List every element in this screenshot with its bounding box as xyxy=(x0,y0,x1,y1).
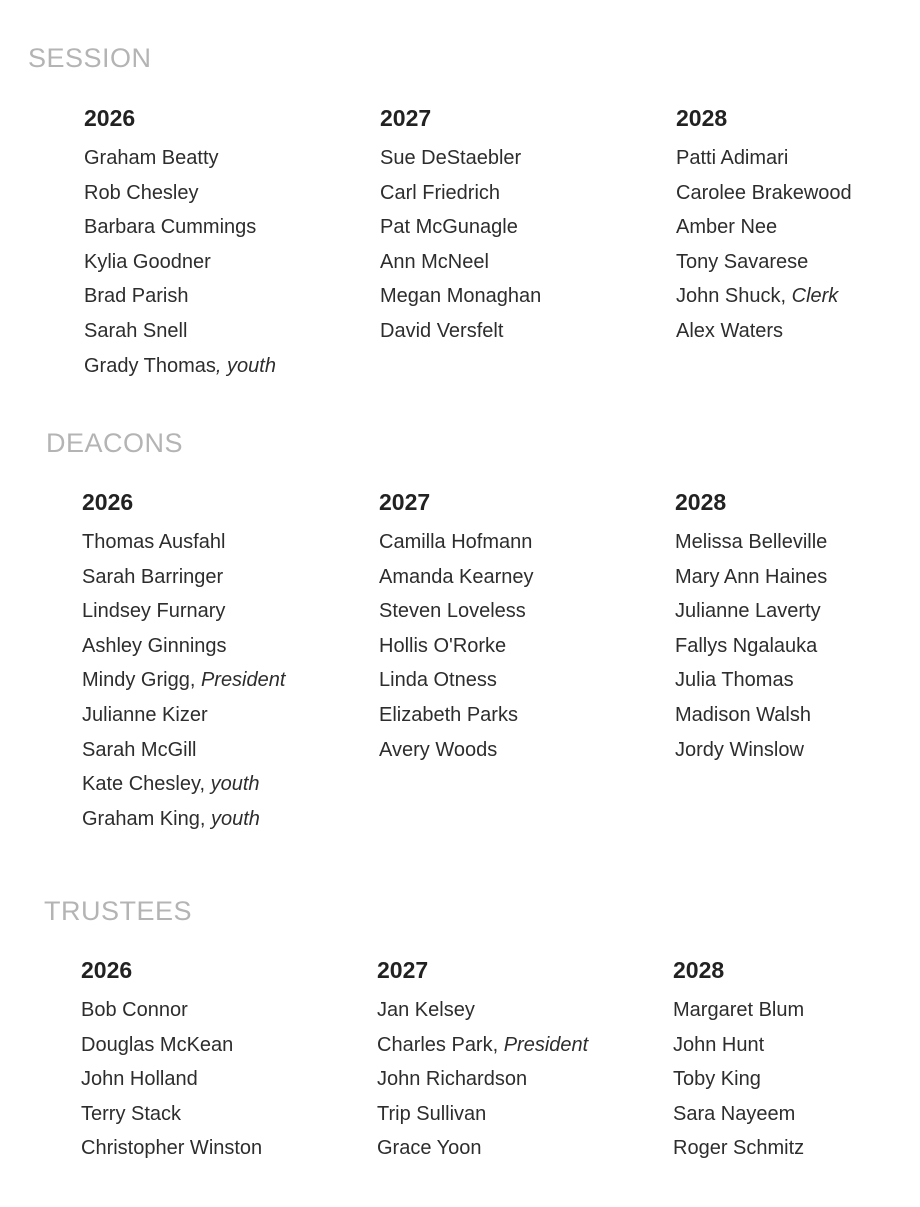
member: Mindy Grigg, President xyxy=(82,669,286,692)
member: Kylia Goodner xyxy=(84,250,211,273)
member: Amanda Kearney xyxy=(379,565,534,588)
member: Charles Park, President xyxy=(377,1033,589,1056)
member: Margaret Blum xyxy=(673,999,805,1021)
member: Sarah Barringer xyxy=(82,565,224,588)
member: Bob Connor xyxy=(81,999,188,1021)
member: Christopher Winston xyxy=(81,1137,263,1160)
section-title-session: SESSION xyxy=(28,43,152,73)
member: Avery Woods xyxy=(379,738,498,761)
member: Jan Kelsey xyxy=(377,999,475,1021)
year-heading: 2027 xyxy=(377,957,429,983)
deacons-column-2026 xyxy=(82,489,362,836)
member: Camilla Hofmann xyxy=(379,531,533,553)
member: Douglas McKean xyxy=(81,1033,234,1056)
trustees-column-2027 xyxy=(377,957,657,1166)
year-heading: 2026 xyxy=(81,957,133,983)
member: Roger Schmitz xyxy=(673,1137,805,1160)
trustees-column-2028 xyxy=(673,957,920,1166)
member: Sue DeStaebler xyxy=(380,147,522,169)
deacons-column-2027 xyxy=(379,489,659,767)
year-heading: 2026 xyxy=(84,105,136,131)
member: Kate Chesley, youth xyxy=(82,773,260,796)
member: Sarah McGill xyxy=(82,738,197,761)
member: Grace Yoon xyxy=(377,1137,482,1160)
member: Julianne Laverty xyxy=(675,600,821,623)
section-title-deacons: DEACONS xyxy=(46,428,184,458)
member: Sara Nayeem xyxy=(673,1102,796,1125)
member: Tony Savarese xyxy=(676,250,809,273)
session-column-2026 xyxy=(84,105,364,383)
member: Carolee Brakewood xyxy=(676,181,852,204)
member: Brad Parish xyxy=(84,285,189,308)
member: Sarah Snell xyxy=(84,319,188,342)
year-heading: 2027 xyxy=(380,105,432,131)
member: Megan Monaghan xyxy=(380,285,542,308)
member: Elizabeth Parks xyxy=(379,703,518,726)
year-heading: 2028 xyxy=(675,489,727,515)
member: Graham Beatty xyxy=(84,147,219,169)
member: David Versfelt xyxy=(380,319,504,342)
member: Fallys Ngalauka xyxy=(675,634,818,657)
member: John Shuck, Clerk xyxy=(676,285,839,308)
member: Patti Adimari xyxy=(676,147,789,169)
member: John Richardson xyxy=(377,1068,528,1091)
deacons-column-2028 xyxy=(675,489,920,767)
member: Graham King, youth xyxy=(82,807,260,830)
member: Ashley Ginnings xyxy=(82,634,227,657)
member: Thomas Ausfahl xyxy=(82,531,226,553)
member: Jordy Winslow xyxy=(675,738,804,761)
member: John Holland xyxy=(81,1068,198,1091)
member: Amber Nee xyxy=(676,216,778,239)
year-heading: 2028 xyxy=(673,957,725,983)
member: Ann McNeel xyxy=(380,250,489,273)
member: Steven Loveless xyxy=(379,600,526,623)
section-title-trustees: TRUSTEES xyxy=(44,896,193,926)
member: Julia Thomas xyxy=(675,669,794,692)
session-column-2027 xyxy=(380,105,660,349)
member: Trip Sullivan xyxy=(377,1102,487,1125)
member: Melissa Belleville xyxy=(675,531,828,553)
member: Madison Walsh xyxy=(675,703,811,726)
member: Mary Ann Haines xyxy=(675,565,828,588)
member: Rob Chesley xyxy=(84,181,199,204)
member: Lindsey Furnary xyxy=(82,600,226,623)
member: Grady Thomas, youth xyxy=(84,354,276,377)
trustees-column-2026 xyxy=(81,957,361,1166)
year-heading: 2026 xyxy=(82,489,134,515)
year-heading: 2027 xyxy=(379,489,431,515)
member: Alex Waters xyxy=(676,319,784,342)
member: Barbara Cummings xyxy=(84,216,257,239)
member: Julianne Kizer xyxy=(82,703,208,726)
member: Terry Stack xyxy=(81,1102,182,1125)
member: John Hunt xyxy=(673,1033,765,1056)
year-heading: 2028 xyxy=(676,105,728,131)
session-column-2028 xyxy=(676,105,920,349)
member: Toby King xyxy=(673,1068,761,1091)
member: Hollis O'Rorke xyxy=(379,634,507,657)
member: Carl Friedrich xyxy=(380,181,501,204)
member: Linda Otness xyxy=(379,669,497,692)
member: Pat McGunagle xyxy=(380,216,518,239)
